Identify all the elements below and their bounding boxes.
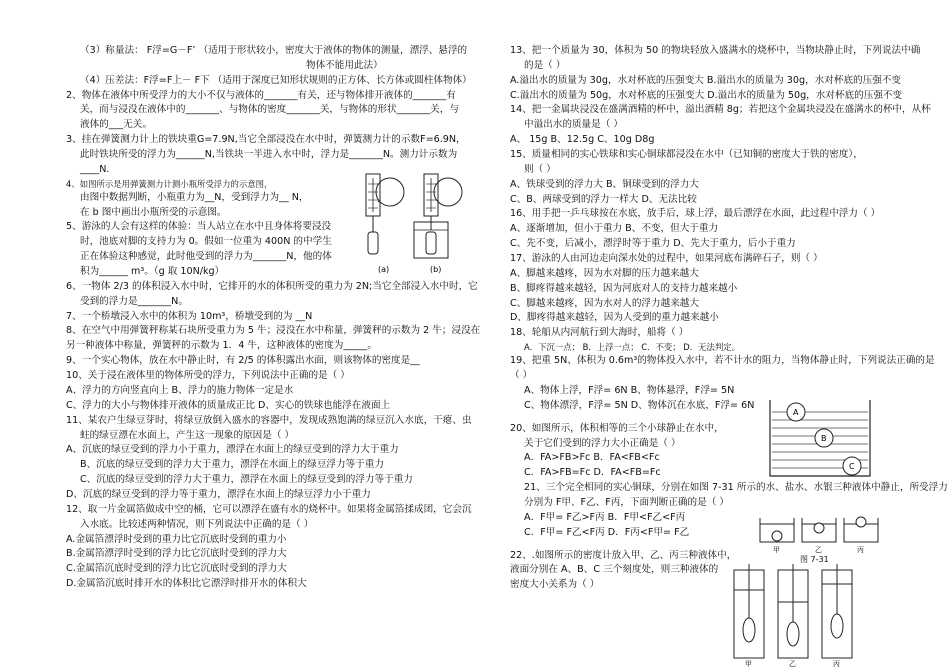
question-line: 另一种液体中称量，弹簧秤的示数为 1．4 牛，这种液体的密度为_____。 bbox=[66, 340, 377, 352]
question-line: D、沉底的绿豆受到的浮力等于重力，漂浮在水面上的绿豆浮力小于重力 bbox=[66, 488, 371, 500]
hydrometer-figure bbox=[728, 560, 858, 668]
question-line: 时，池底对脚的支持力为 0。假如一位重为 400N 的中学生 bbox=[80, 236, 332, 248]
question-line: B、脚疼得越来越轻，因为河底对人的支持力越来越小 bbox=[510, 282, 738, 294]
fig21-label-1: 甲 bbox=[773, 546, 780, 554]
question-line: 入水底。比较述两种情况，则下列说法中正确的是（ ） bbox=[80, 518, 314, 530]
question-line: 液体的___无关。 bbox=[80, 119, 152, 131]
question-line: 19、把重 5N、体积为 0.6m³的物体投入水中，若不计水的阻力，当物体静止时，下列说法正确的是 bbox=[510, 355, 935, 367]
fig21-label-3: 丙 bbox=[857, 546, 864, 554]
question-line: ____N. bbox=[80, 163, 110, 175]
question-line: 中溢出水的质量是（ ） bbox=[524, 119, 623, 131]
question-line: C、物体漂浮，F浮= 5N D、物体沉在水底，F浮= 6N bbox=[524, 399, 755, 411]
question-line: 物体不能用此法） bbox=[306, 59, 383, 71]
question-line: 积为______ m³。（g 取 10N/kg） bbox=[80, 266, 225, 278]
question-line: A、铁球受到的浮力大 B、铜球受到的浮力大 bbox=[510, 178, 699, 190]
fig22-label-1: 甲 bbox=[745, 660, 752, 668]
question-line: 7、一个桥墩浸入水中的体积为 10m³，桥墩受到的为 __N bbox=[66, 310, 313, 322]
question-line: 则（ ） bbox=[524, 163, 556, 175]
right-column bbox=[510, 44, 948, 593]
scale-b bbox=[414, 174, 462, 258]
question-line: 正在体验这种感觉，此时他受到的浮力为_______N，他的体 bbox=[80, 251, 332, 263]
question-line: 12、取一片金属箔做成中空的桶，它可以漂浮在盛有水的烧杯中。如果将金属箔揉成团，它会沉 bbox=[66, 503, 472, 515]
question-line: 液面分别在 A、B、C 三个刻度处，则三种液体的 bbox=[510, 564, 719, 576]
question-line: 21、三个完全相同的实心铜球，分别在如图 7-31 所示的水、盐水、水银三种液体中静止，所受浮力 bbox=[524, 482, 948, 494]
question-line: 22、.如图所示的密度计放入甲、乙、丙三种液体中， bbox=[510, 549, 737, 561]
question-line: 13、把一个质量为 30，体积为 50 的物块轻放入盛满水的烧杯中，当物块静止时，下列说法中确 bbox=[510, 45, 921, 56]
question-line: C、浮力的大小与物体排开液体的质量成正比 D、实心的铁球也能浮在液面上 bbox=[66, 399, 391, 411]
question-line: C、脚越来越疼，因为水对人的浮力越来越大 bbox=[510, 297, 699, 309]
question-line: 9、一个实心物体，放在水中静止时，有 2/5 的体积露出水面，则该物体的密度是__ bbox=[66, 355, 420, 367]
question-line: C．FA>FB=Fc D．FA<FB=Fc bbox=[524, 467, 661, 479]
left-column bbox=[66, 44, 481, 592]
fig22-label-2: 乙 bbox=[789, 660, 796, 668]
question-line: 由图中数据判断，小瓶重力为__N，受到浮力为__ N， bbox=[80, 191, 309, 203]
question-line: 受到的浮力是_______N。 bbox=[80, 295, 188, 307]
question-line: 16、用手把一乒乓球按在水底，放手后，球上浮，最后漂浮在水面，此过程中浮力（ ） bbox=[510, 208, 881, 220]
question-line: （3）称量法： F浮=G－F’ （适用于形状较小，密度大于液体的物体的测量，漂浮、悬浮的 bbox=[80, 45, 468, 56]
question-line: （ ） bbox=[510, 370, 533, 382]
question-line: 18、轮船从内河航行到大海时，船将（ ） bbox=[510, 327, 689, 339]
scale-a bbox=[366, 174, 404, 254]
question-line: D.金属箔沉底时排开水的体积比它漂浮时排开水的体积大 bbox=[66, 578, 307, 590]
question-line: C.溢出水的质量为 50g，水对杯底的压强变大 D.溢出水的质量为 50g，水对杯底的压强不变 bbox=[510, 89, 903, 101]
question-line: 11、某农户生绿豆芽时，将绿豆放倒入盛水的容器中，发现成熟饱满的绿豆沉入水底，干瘪、虫 bbox=[66, 414, 472, 426]
question-line: C、先不变，后减小，漂浮时等于重力 D、先大于重力，后小于重力 bbox=[510, 238, 796, 250]
question-line: 15、质量相同的实心铁球和实心铜球都浸没在水中（已知铜的密度大于铁的密度）， bbox=[510, 149, 863, 161]
figure-7-31-caption: 图 7-31 bbox=[800, 555, 829, 564]
question-line: B、沉底的绿豆受到的浮力大于重力，漂浮在水面上的绿豆浮力等于重力 bbox=[80, 459, 384, 471]
question-line: 8、在空气中用弹簧秤称某石块所受重力为 5 牛；浸没在水中称量，弹簧秤的示数为 2 牛；浸没在 bbox=[66, 325, 481, 337]
question-line: A．FA>FB>Fc B．FA<FB<Fc bbox=[524, 452, 660, 464]
question-line: 密度大小关系为（ ） bbox=[510, 579, 600, 591]
fig21-label-2: 乙 bbox=[815, 546, 822, 554]
fig4-label-a: (a) bbox=[378, 265, 390, 274]
question-line: 5、游泳的人会有这样的体验：当人站立在水中且身体将要浸没 bbox=[66, 221, 332, 233]
question-line: A.金属箔漂浮时受到的重力比它沉底时受到的重力小 bbox=[66, 533, 287, 545]
question-line: 关，而与浸没在液体中的_______、与物体的密度_______关，与物体的形状_______关，与 bbox=[80, 104, 459, 116]
ball-b-label: B bbox=[821, 434, 827, 443]
question-line: （4）压差法：F浮=F上－ F下 （适用于深度已知形状规则的正方体、长方体或圆柱体物体） bbox=[80, 74, 472, 86]
question-line: 蛀的绿豆漂在水面上，产生这一现象的原因是（ ） bbox=[80, 429, 295, 441]
question-line: 14、把一金属块浸没在盛满酒精的杯中，溢出酒精 8g；若把这个金属块浸没在盛满水的杯中，从杯 bbox=[510, 104, 931, 116]
question-line: 4、如图所示是用弹簧测力计测小瓶所受浮力的示意图， bbox=[66, 178, 273, 189]
question-line: C、沉底的绿豆受到的浮力大于重力，漂浮在水面上的绿豆受到的浮力等于重力 bbox=[80, 474, 413, 486]
question-line: 关于它们受到的浮力大小正确是（ ） bbox=[524, 437, 681, 449]
question-line: 分别为 F甲、F乙、F丙，下面判断正确的是（ ） bbox=[524, 496, 729, 508]
question-line: A、浮力的方向竖直向上 B、浮力的施力物体一定是水 bbox=[66, 384, 294, 396]
question-line: B.金属箔漂浮时受到的浮力比它沉底时受到的浮力大 bbox=[66, 548, 287, 560]
fig4-label-b: (b) bbox=[430, 265, 442, 274]
fig22-label-3: 丙 bbox=[833, 660, 840, 668]
question-line: A、 15g B、12.5g C、10g D8g bbox=[510, 134, 655, 146]
question-line: A．下沉一点； B．上浮一点； C．不变； D．无法判定。 bbox=[524, 342, 741, 353]
question-line: A、物体上浮，F浮= 6N B、物体悬浮，F浮= 5N bbox=[524, 384, 735, 396]
question-line: 2、物体在液体中所受浮力的大小不仅与液体的_______有关，还与物体排开液体的_______有 bbox=[66, 89, 456, 101]
ball-a-label: A bbox=[793, 408, 799, 417]
question-line: 的是（ ） bbox=[524, 59, 566, 71]
question-line: 在 b 图中画出小瓶所受的示意图。 bbox=[80, 206, 227, 218]
question-line: 3、挂在弹簧测力计上的铁块重G=7.9N,当它全部浸没在水中时，弹簧测力计的示数F=6.9N， bbox=[66, 134, 466, 146]
question-line: C.金属箔沉底时受到的浮力比它沉底时受到的浮力大 bbox=[66, 563, 287, 575]
ball-c-label: C bbox=[849, 462, 855, 471]
question-line: A、沉底的绿豆受到的浮力小于重力，漂浮在水面上的绿豆受到的浮力大于重力 bbox=[66, 444, 399, 456]
question-line: A．F甲= F乙>F丙 B．F甲<F乙<F丙 bbox=[524, 511, 686, 523]
three-balls-figure bbox=[768, 398, 872, 478]
question-line: 10、关于浸在液体里的物体所受的浮力，下列说法中正确的是（ ） bbox=[66, 370, 350, 382]
question-line: D、脚疼得越来越轻，因为人受到的重力越来越小 bbox=[510, 312, 719, 324]
question-line: A、逐渐增加，但小于重力 B、不变，但大于重力 bbox=[510, 223, 719, 235]
spring-scale-figure bbox=[344, 170, 470, 278]
question-line: 20、如图所示，体积相等的三个小球静止在水中， bbox=[510, 422, 724, 434]
question-line: 此时铁块所受的浮力为______N,当铁块一半进入水中时，浮力是_______N。测力计示数为 bbox=[80, 149, 458, 161]
question-line: C．F甲= F乙<F丙 D．F丙<F甲= F乙 bbox=[524, 526, 690, 538]
question-line: 17、游泳的人由河边走向深水处的过程中，如果河底布满碎石子，则（ ） bbox=[510, 253, 823, 265]
question-line: 6、一物体 2/3 的体积浸入水中时，它排开的水的体积所受的重力为 2N;当它全部浸入水中时，它 bbox=[66, 280, 478, 292]
question-line: C、B、两球受到的浮力一样大 D、无法比较 bbox=[510, 193, 697, 205]
question-line: A、脚越来越疼，因为水对脚的压力越来越大 bbox=[510, 267, 699, 279]
question-line: A.溢出水的质量为 30g，水对杯底的压强变大 B.溢出水的质量为 30g，水对杯底的压强不变 bbox=[510, 74, 902, 86]
